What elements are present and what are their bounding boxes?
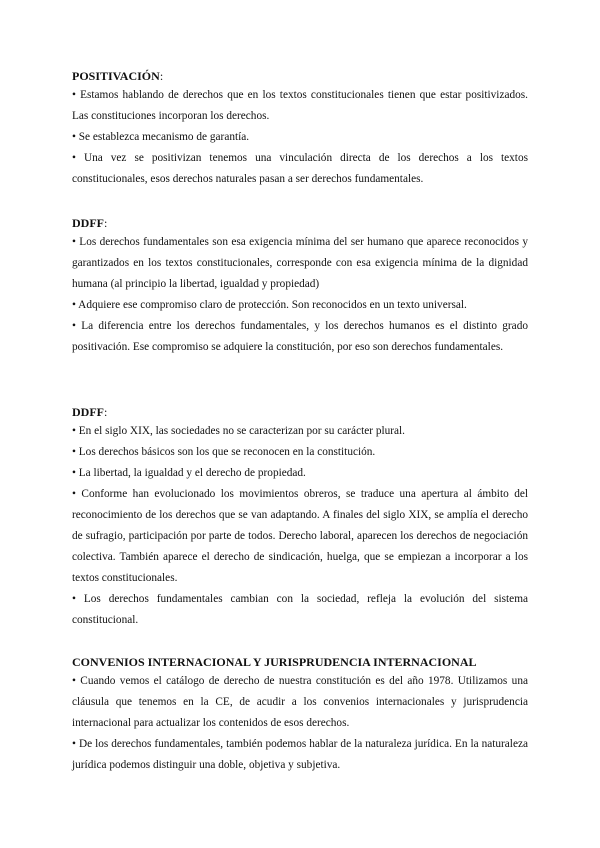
paragraph: • Cuando vemos el catálogo de derecho de nuestra constitución es del año 1978. Utilizamos una cláusula que tenemos en la CE, de acudir a los convenios internacionales y jurisprudencia internacional para actualizar los contenidos de esos derechos.	[72, 675, 528, 729]
paragraph: • La libertad, la igualdad y el derecho de propiedad.	[72, 467, 306, 479]
paragraph: • Los derechos básicos son los que se reconocen en la constitución.	[72, 446, 376, 458]
paragraph: • Los derechos fundamentales cambian con la sociedad, refleja la evolución del sistema constitucional.	[72, 593, 528, 626]
paragraph: • La diferencia entre los derechos fundamentales, y los derechos humanos es el distinto grado positivación. Ese compromiso se adquiere la constitución, por eso son derechos fundamentales.	[72, 320, 528, 353]
paragraph: • Conforme han evolucionado los movimientos obreros, se traduce una apertura al ámbito del reconocimiento de los derechos que se van adaptando. A finales del siglo XIX, se amplía el derecho de sufragio, participación por parte de todos. Derecho laboral, aparecen los derechos de negociación colectiva. También aparece el derecho de sindicación, huelga, que se empiezan a incorporar a los textos constitucionales.	[72, 488, 528, 584]
section-ddff-2	[72, 403, 528, 631]
paragraph: • Adquiere ese compromiso claro de protección. Son reconocidos en un texto universal.	[72, 299, 467, 311]
section-heading: POSITIVACIÓN:	[72, 69, 164, 83]
section-heading: DDFF:	[72, 405, 108, 419]
paragraph: • Los derechos fundamentales son esa exigencia mínima del ser humano que aparece reconocidos y garantizados en los textos constitucionales, corresponde con esa exigencia mínima de la dignidad humana (al principio la libertad, igualdad y propiedad)	[72, 236, 528, 290]
section-positivacion	[72, 67, 528, 190]
section-heading: DDFF:	[72, 216, 108, 230]
section-ddff-1	[72, 214, 528, 358]
paragraph: • Se establezca mecanismo de garantía.	[72, 131, 250, 143]
paragraph: • De los derechos fundamentales, también podemos hablar de la naturaleza jurídica. En la naturaleza jurídica podemos distinguir una doble, objetiva y subjetiva.	[72, 738, 528, 771]
paragraph: • Estamos hablando de derechos que en los textos constitucionales tienen que estar positivizados. Las constituciones incorporan los derechos.	[72, 89, 528, 122]
paragraph: • En el siglo XIX, las sociedades no se caracterizan por su carácter plural.	[72, 425, 405, 437]
section-heading: CONVENIOS INTERNACIONAL Y JURISPRUDENCIA INTERNACIONAL	[72, 655, 477, 669]
paragraph: • Una vez se positivizan tenemos una vinculación directa de los derechos a los textos constitucionales, esos derechos naturales pasan a ser derechos fundamentales.	[72, 152, 528, 185]
section-convenios	[72, 653, 528, 776]
